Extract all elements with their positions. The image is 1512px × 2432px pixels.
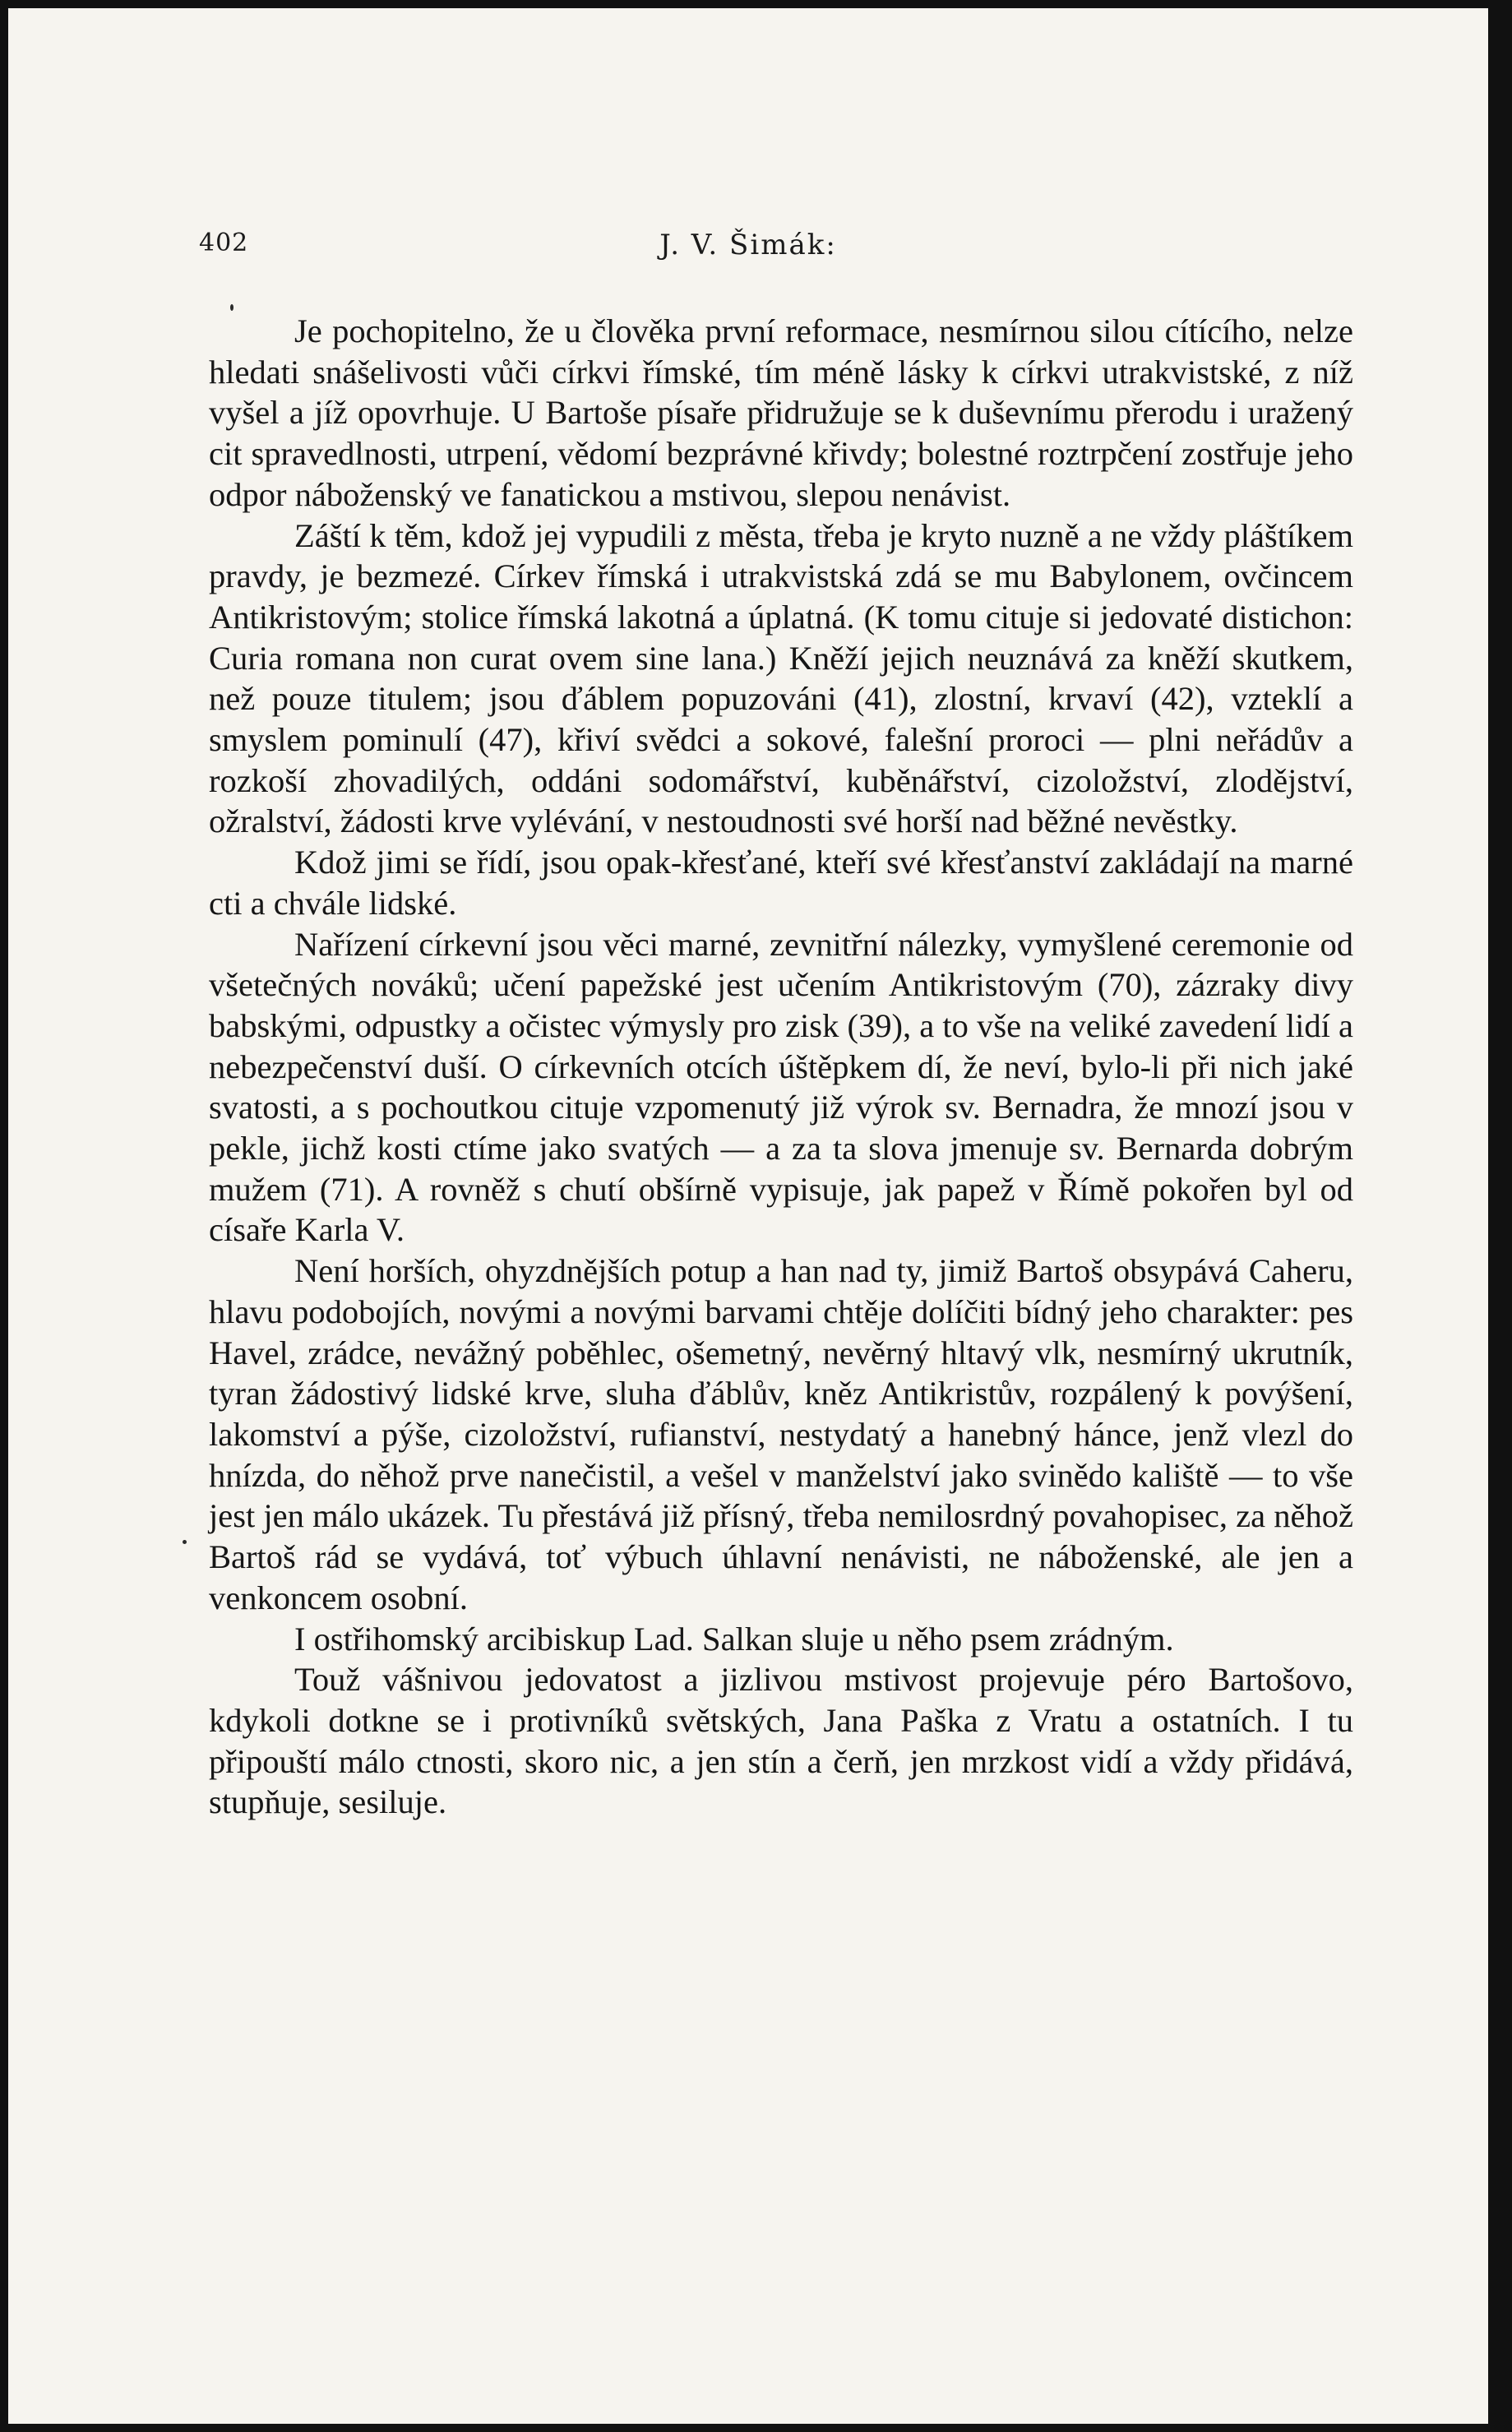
page-number: 402 — [199, 229, 249, 257]
running-head: J. V. Šimák: — [659, 229, 837, 261]
book-page — [8, 8, 1488, 2424]
print-speck — [230, 304, 234, 311]
paragraph: Není horších, ohyzdnějších potup a han nad ty, jimiž Bartoš obsypává Caheru, hlavu podobojích, novými a novými barvami chtěje dolíčiti bídný jeho charakter: pes Havel, zrádce, nevážný poběhlec, ošemetný, nevěrný hltavý vlk, nesmírný ukrutník, tyran žádostivý lidské krve, sluha ďáblův, kněz Antikristův, rozpálený k povýšení, lakomství a pýše, cizoložství, rufianství, nestydatý a hanebný hánce, jenž vlezl do hnízda, do něhož prve nanečistil, a vešel v manželství jako svinědo kaliště — to vše jest jen málo ukázek. Tu přestává již přísný, třeba nemilosrdný povahopisec, za něhož Bartoš rád se vydává, toť výbuch úhlavní nenávisti, ne náboženské, ale jen a venkoncem osobní. — [209, 1252, 1353, 1616]
paragraph: Kdož jimi se řídí, jsou opak-křesťané, kteří své křesťanství zakládají na marné cti a chvále lidské. — [209, 844, 1353, 922]
paragraph: Záští k těm, kdož jej vypudili z města, třeba je kryto nuzně a ne vždy pláštíkem pravdy, je bezmezé. Církev římská i utrakvistská zdá se mu Babylonem, ovčincem Antikristovým; stolice římská lakotná a úplatná. (K tomu cituje si jedovaté distichon: Curia romana non curat ovem sine lana.) Kněží jejich neuznává za kněží skutkem, než pouze titulem; jsou ďáblem popuzováni (41), zlostní, krvaví (42), vzteklí a smyslem pominulí (47), křiví svědci a sokové, falešní proroci — plni neřádův a rozkoší zhovadilých, oddáni sodomářství, kuběnářství, cizoložství, zlodějství, ožralství, žádosti krve vylévání, v nestoudnosti své horší nad běžné nevěstky. — [209, 516, 1353, 840]
paragraph: I ostřihomský arcibiskup Lad. Salkan sluje u něho psem zrádným. — [294, 1620, 1174, 1658]
paragraph: Je pochopitelno, že u člověka první reformace, nesmírnou silou cítícího, nelze hledati snášelivosti vůči církvi římské, tím méně lásky k církvi utrakvistské, z níž vyšel a jíž opovrhuje. U Bartoše písaře přidružuje se k duševnímu přerodu i uražený cit spravedlnosti, utrpení, vědomí bezprávné křivdy; bolestné roztrpčení zostřuje jeho odpor náboženský ve fanatickou a mstivou, slepou nenávist. — [209, 312, 1353, 513]
print-speck — [183, 1540, 187, 1544]
page-header — [8, 229, 1488, 278]
paragraph: Nařízení církevní jsou věci marné, zevnitřní nálezky, vymyšlené ceremonie od všetečných nováků; učení papežské jest učením Antikristovým (70), zázraky divy babskými, odpustky a očistec výmysly pro zisk (39), a to vše na veliké zavedení lidí a nebezpečenství duší. O církevních otcích úštěpkem dí, že neví, bylo-li při nich jaké svatosti, a s pochoutkou cituje vzpomenutý již výrok sv. Bernadra, že mnozí jsou v pekle, jichž kosti ctíme jako svatých — a za ta slova jmenuje sv. Bernarda dobrým mužem (71). A rovněž s chutí obšírně vypisuje, jak papež v Římě pokořen byl od císaře Karla V. — [209, 925, 1353, 1249]
paragraph: Touž vášnivou jedovatost a jizlivou mstivost projevuje péro Bartošovo, kdykoli dotkne se i protivníků světských, Jana Paška z Vratu a ostatních. I tu připouští málo ctnosti, skoro nic, a jen stín a čerň, jen mrzkost vidí a vždy přidává, stupňuje, sesiluje. — [209, 1661, 1353, 1821]
body-text — [209, 311, 1353, 1823]
